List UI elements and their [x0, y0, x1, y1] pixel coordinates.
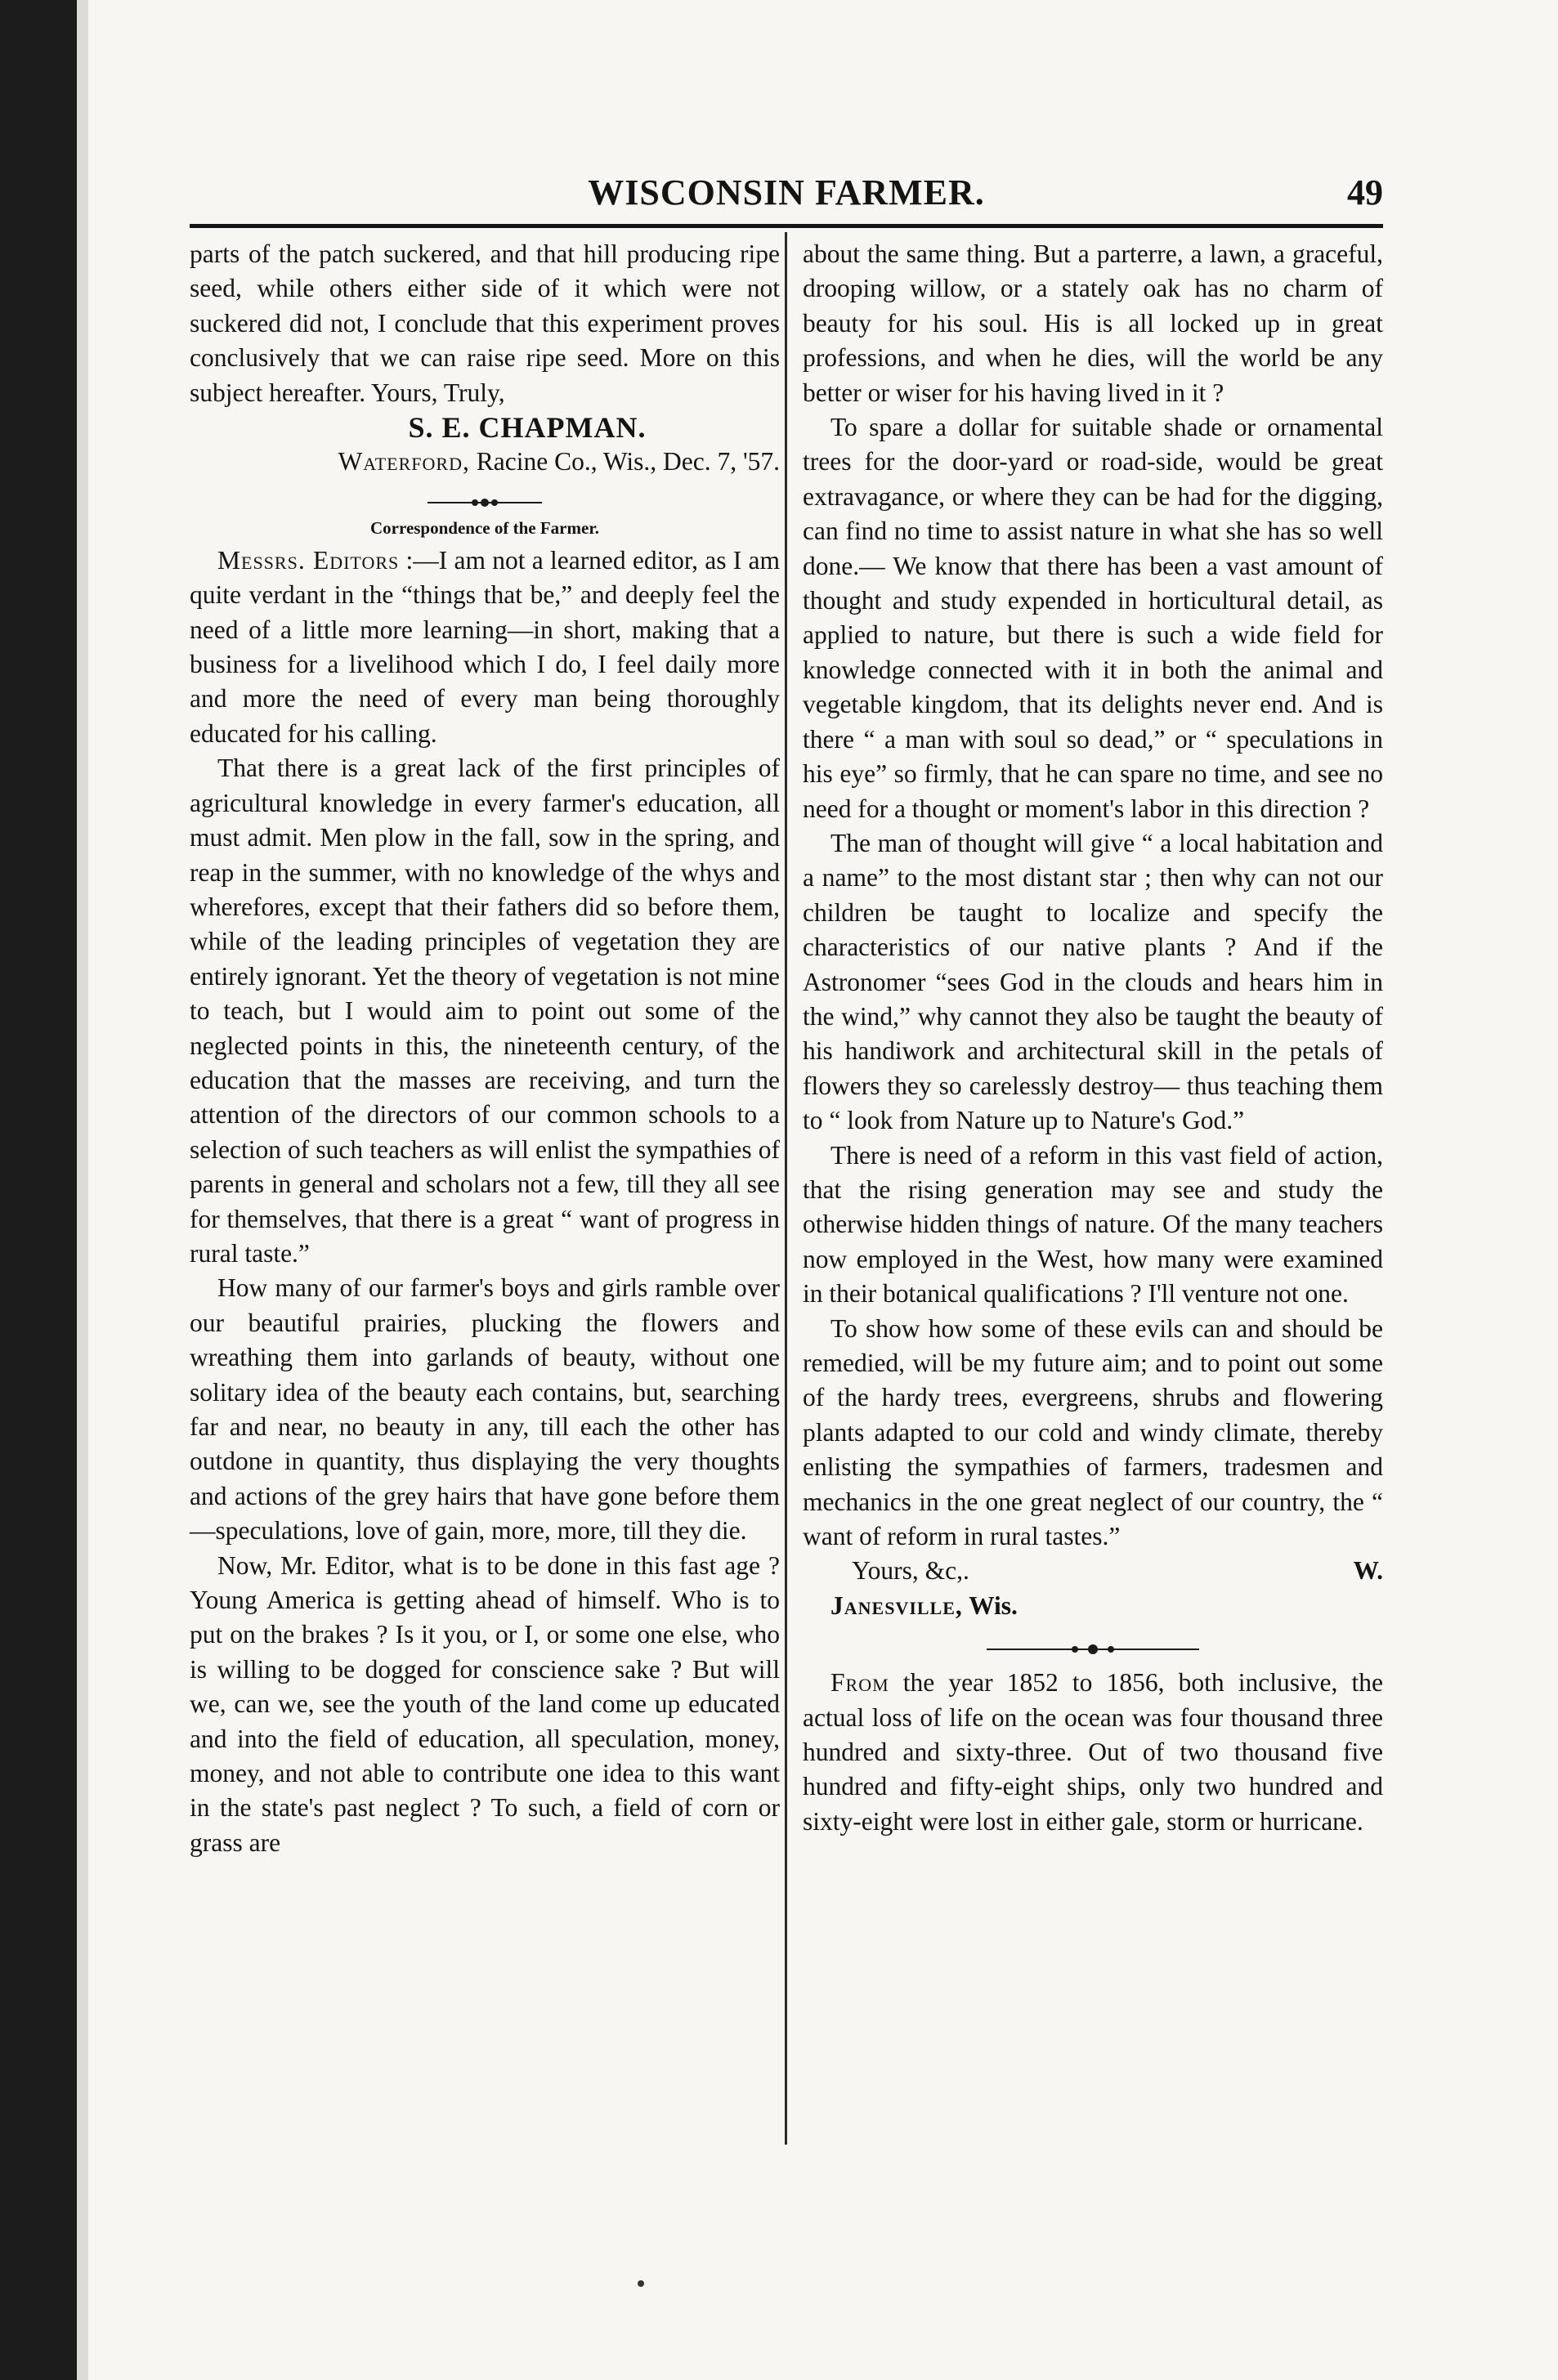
paragraph: To show how some of these evils can and should be remedied, will be my future aim; and to point out some of the hardy trees, evergreens, shrubs and flowering plants adapted to our cold and windy climate, thereby enlisting the sympathies of farmers, tradesmen and mechanics in the one great neglect of our country, the “ want of reform in rural tastes.”	[803, 1313, 1383, 1551]
place-name: Waterford,	[338, 447, 470, 476]
dash-ornament-icon	[987, 1640, 1199, 1658]
place-date-line	[190, 445, 780, 479]
paragraph: about the same thing. But a parterre, a lawn, a graceful, drooping willow, or a stately oak has no charm of beauty for his soul. His is all locked up in great professions, and when he dies, will the world be any better or wiser for his having lived in it ?	[803, 239, 1383, 407]
paragraph: The man of thought will give “ a local habitation and a name” to the most distant star ; then why can not our children be taught to localize and specify the characteristics of our native plants ? And if the Astronomer “sees God in the clouds and hears him in the wind,” why cannot they also be taught the beauty of his handiwork and architectural skill in the petals of flowers they so carelessly destroy— thus teaching them to “ look from Nature up to Nature's God.”	[803, 828, 1383, 1135]
running-header	[190, 168, 1383, 219]
lead-word: From	[830, 1668, 889, 1698]
book-binding-edge	[0, 0, 77, 2380]
closing: Yours, &c,.	[852, 1556, 969, 1586]
salutation: Messrs. Editors	[217, 545, 400, 575]
author-initial: W.	[1353, 1556, 1383, 1586]
right-column	[803, 237, 1383, 1839]
paragraph: To spare a dollar for suitable shade or ornamental trees for the door-yard or road-side, would be great extravagance, or where they can be had for the digging, can find no time to assist nature in what she has so well done.— We know that there has been a vast amount of thought and study expended in horticultural detail, as applied to nature, but there is such a wide field for knowledge connected with it in both the animal and vegetable kingdom, that its delights never end. And is there “ a man with soul so dead,” or “ speculations in his eye” so firmly, that he can spare no time, and see no need for a thought or moment's labor in this direction ?	[803, 413, 1383, 823]
page-number: 49	[1347, 172, 1383, 212]
place-name: Janesville,	[830, 1590, 963, 1620]
place-rest: Wis.	[962, 1590, 1018, 1620]
author-signature: S. E. CHAPMAN.	[408, 411, 647, 445]
paragraph: That there is a great lack of the first principles of agricultural knowledge in every farmer's education, all must admit. Men plow in the fall, sow in the spring, and reap in the summer, with no knowledge of the whys and wherefores, except that their fathers did so before them, while of the leading principles of vegetation they are entirely ignorant. Yet the theory of vegetation is not mine to teach, but I would aim to point out some of the neglected points in this, the nineteenth century, of the education that the masses are receiving, and turn the attention of the directors of our common schools to a selection of such teachers as will enlist the sympathies of parents in general and scholars not a few, till they all see for themselves, that there is a great “ want of progress in rural taste.”	[190, 754, 780, 1268]
paragraph: How many of our farmer's boys and girls ramble over our beautiful prairies, plucking the flowers and wreathing them into garlands of beauty, without one solitary idea of the beauty each contains, but, searching far and near, no beauty in any, till each the other has outdone in quantity, thus displaying the very thoughts and actions of the grey hairs that have gone before them—speculations, love of gain, more, more, till they die.	[190, 1273, 780, 1546]
left-column	[190, 237, 780, 1860]
place-date-rest: Racine Co., Wis., Dec. 7, '57.	[469, 447, 780, 476]
section-ornament	[803, 1633, 1383, 1658]
paragraph-text: the year 1852 to 1856, both inclusive, the actual loss of life on the ocean was four thousand three hundred and sixty-three. Out of two thousand five hundred and fifty-eight ships, only two hundred and sixty-eight were lost in either gale, storm or hurricane.	[803, 1668, 1383, 1836]
paragraph: There is need of a reform in this vast field of action, that the rising generation may see and study the otherwise hidden things of nature. Of the many teachers now employed in the West, how many were examined in their botanical qualifications ? I'll venture not one.	[803, 1140, 1383, 1309]
place-line	[803, 1589, 1383, 1623]
column-divider	[785, 232, 787, 2145]
print-speck	[638, 2280, 644, 2287]
page-title: WISCONSIN FARMER.	[588, 172, 985, 212]
paragraph: Now, Mr. Editor, what is to be done in this fast age ? Young America is getting ahead of himself. Who is to put on the brakes ? Is it you, or I, or some one else, who is willing to be dogged for conscience sake ? But will we, can we, see the youth of the land come up educated and into the field of education, all speculation, money, money, and not able to contribute one idea to this want in the state's past neglect ? To such, a field of corn or grass are	[190, 1550, 780, 1857]
paragraph	[803, 1666, 1383, 1839]
section-ornament	[190, 486, 780, 511]
section-heading: Correspondence of the Farmer.	[370, 517, 599, 538]
paragraph	[190, 544, 780, 751]
paragraph-text: :—I am not a learned editor, as I am quite verdant in the “things that be,” and deeply feel the need of a little more learning—in short, making that a business for a livelihood which I do, I feel daily more and more the need of every man being thoroughly educated for his calling.	[190, 545, 780, 748]
paragraph: parts of the patch suckered, and that hill producing ripe seed, while others either side of it which were not suckered did not, I conclude that this experiment proves conclusively that we can raise ripe seed. More on this subject hereafter. Yours, Truly,	[190, 239, 780, 407]
dash-ornament-icon	[428, 494, 542, 512]
page-gutter	[77, 0, 88, 2380]
closing-row	[852, 1554, 1383, 1588]
header-rule	[190, 224, 1383, 228]
